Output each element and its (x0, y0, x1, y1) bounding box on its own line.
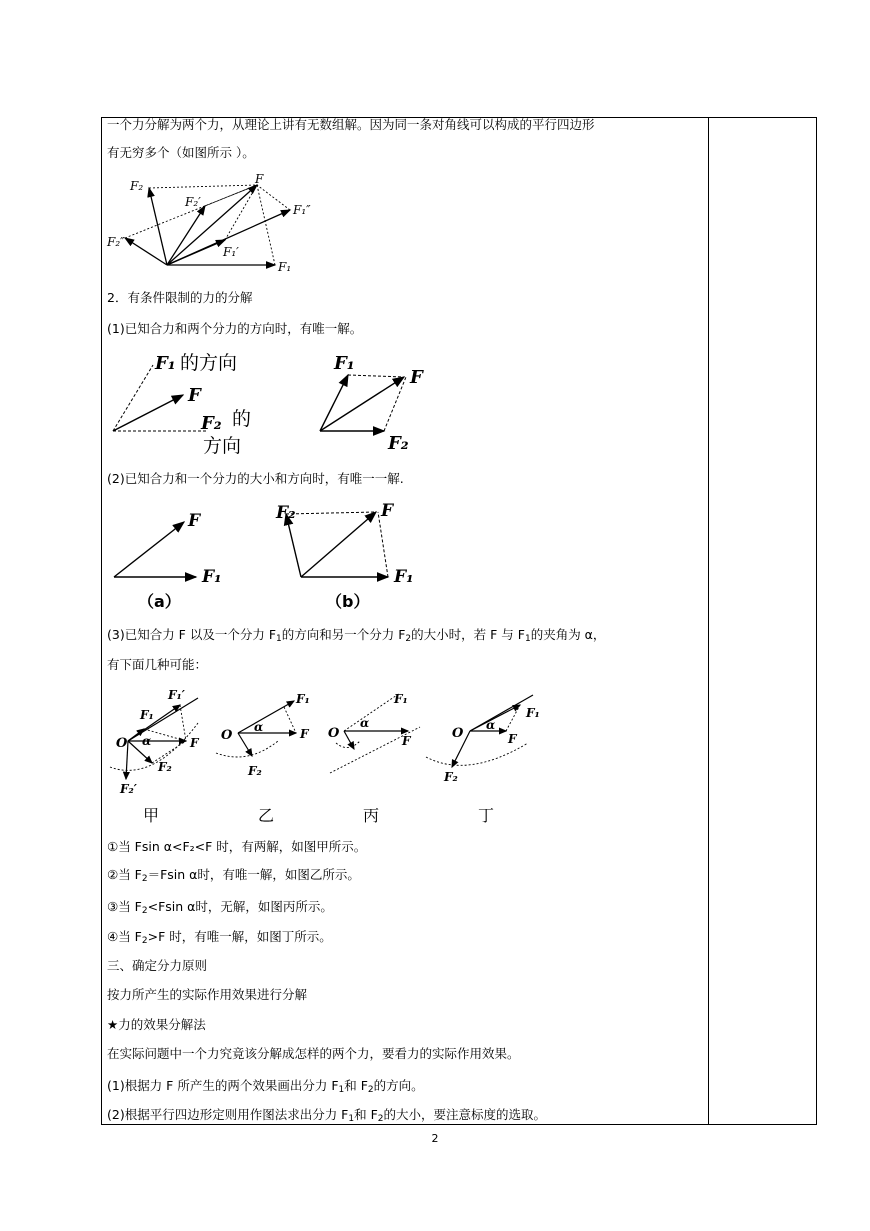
figure-known-one-force (108, 500, 418, 620)
item-3: ③当 $F_2<Fsin$ α时，无解，如图丙所示。 (107, 899, 333, 916)
label-ding: 丁 (478, 806, 495, 825)
heading-principle: 三、确定分力原则 (107, 958, 208, 973)
ding-f2: F₂ (444, 770, 458, 784)
label-f2-de: 的 (232, 408, 252, 430)
ding-f: F (508, 732, 517, 746)
label-bing: 丙 (363, 806, 380, 825)
label-f2-double: F₂″ (107, 235, 125, 249)
ding-alpha: α (486, 718, 496, 732)
label-yi: 乙 (258, 806, 275, 825)
ding-o: O (452, 726, 464, 741)
label-f-right: F (410, 367, 423, 388)
label-a: （a） (138, 592, 181, 611)
figure-known-directions (108, 345, 428, 460)
label-f1: F₁ (278, 260, 292, 274)
case-1-text: (1)已知合力和两个分力的方向时，有唯一解。 (107, 321, 363, 336)
case-3-text: (3)已知合力 F 以及一个分力 $F_1$的方向和另一个分力 $F_2$的大小时，若 F 与 $F_1$的夹角为 α， (107, 627, 606, 644)
label-f2-right: F₂ (388, 433, 409, 454)
yi-o: O (221, 728, 233, 743)
jia-f1p: F₁′ (168, 688, 185, 702)
step-2: (2)根据平行四边形定则用作图法求出分力 $F_1$和 $F_2$的大小，要注意标度的选取。 (107, 1107, 547, 1124)
effect-text: 在实际问题中一个力究竟该分解成怎样的两个力，要看力的实际作用效果。 (107, 1046, 520, 1061)
label-b: （b） (326, 592, 370, 611)
page-number: 2 (431, 1132, 439, 1145)
heading-conditional: 2．有条件限制的力的分解 (107, 290, 253, 305)
label-f1b: F₁ (394, 567, 414, 587)
label-f1-prime: F₁′ (223, 245, 239, 259)
label-f1-double: F₁″ (293, 203, 311, 217)
item-2: ②当 $F_2=Fsin$ α时，有唯一解，如图乙所示。 (107, 867, 360, 884)
principle-text: 按力所产生的实际作用效果进行分解 (107, 987, 308, 1002)
jia-f2: F₂ (158, 760, 172, 774)
label-jia: 甲 (143, 806, 160, 825)
ding-f1: F₁ (526, 706, 540, 720)
case-2-text: (2)已知合力和一个分力的大小和方向时，有唯一一解. (107, 471, 404, 486)
case-3-line-2: 有下面几种可能： (107, 657, 208, 672)
jia-alpha: α (142, 734, 152, 748)
step-1: (1)根据力 F 所产生的两个效果画出分力 $F_1$和 $F_2$的方向。 (107, 1078, 424, 1095)
bing-f1: F₁ (394, 692, 408, 706)
jia-f2p: F₂′ (120, 782, 137, 796)
effect-method-heading: ★力的效果分解法 (107, 1017, 206, 1032)
yi-f1: F₁ (296, 692, 310, 706)
label-fb: F (381, 501, 394, 521)
intro-line-2: 有无穷多个（如图所示 ）。 (107, 145, 255, 160)
label-f1-left: F₁ (155, 353, 176, 374)
label-f-left: F (188, 385, 201, 406)
item-4: ④当 $F_2>F$ 时，有唯一解，如图丁所示。 (107, 929, 332, 946)
yi-alpha: α (254, 720, 264, 734)
jia-o: O (116, 736, 128, 751)
label-f2-prime: F₂′ (185, 195, 201, 209)
bing-f: F (402, 734, 411, 748)
bing-o: O (328, 726, 340, 741)
label-f2-left: F₂ (201, 413, 222, 434)
label-f1-direction: 的方向 (180, 352, 238, 374)
bing-alpha: α (360, 716, 370, 730)
yi-f2: F₂ (248, 764, 262, 778)
label-f2-direction: 方向 (203, 435, 242, 457)
figure-infinite-decompositions (105, 170, 335, 280)
item-1: ①当 Fsin α<F₂<F 时，有两解，如图甲所示。 (107, 839, 367, 854)
intro-line-1: 一个力分解为两个力，从理论上讲有无数组解。因为同一条对角线可以构成的平行四边形 (107, 117, 595, 132)
jia-f: F (190, 736, 199, 750)
label-fa: F (188, 511, 201, 531)
table-column-divider (708, 117, 709, 1125)
jia-f1: F₁ (140, 708, 154, 722)
yi-f: F (300, 727, 309, 741)
label-f2b: F₂ (276, 503, 296, 523)
label-f1a: F₁ (202, 567, 222, 587)
label-f: F (255, 172, 264, 186)
figure-four-cases (108, 683, 548, 828)
label-f1-right: F₁ (334, 353, 355, 374)
label-f2: F₂ (130, 179, 144, 193)
